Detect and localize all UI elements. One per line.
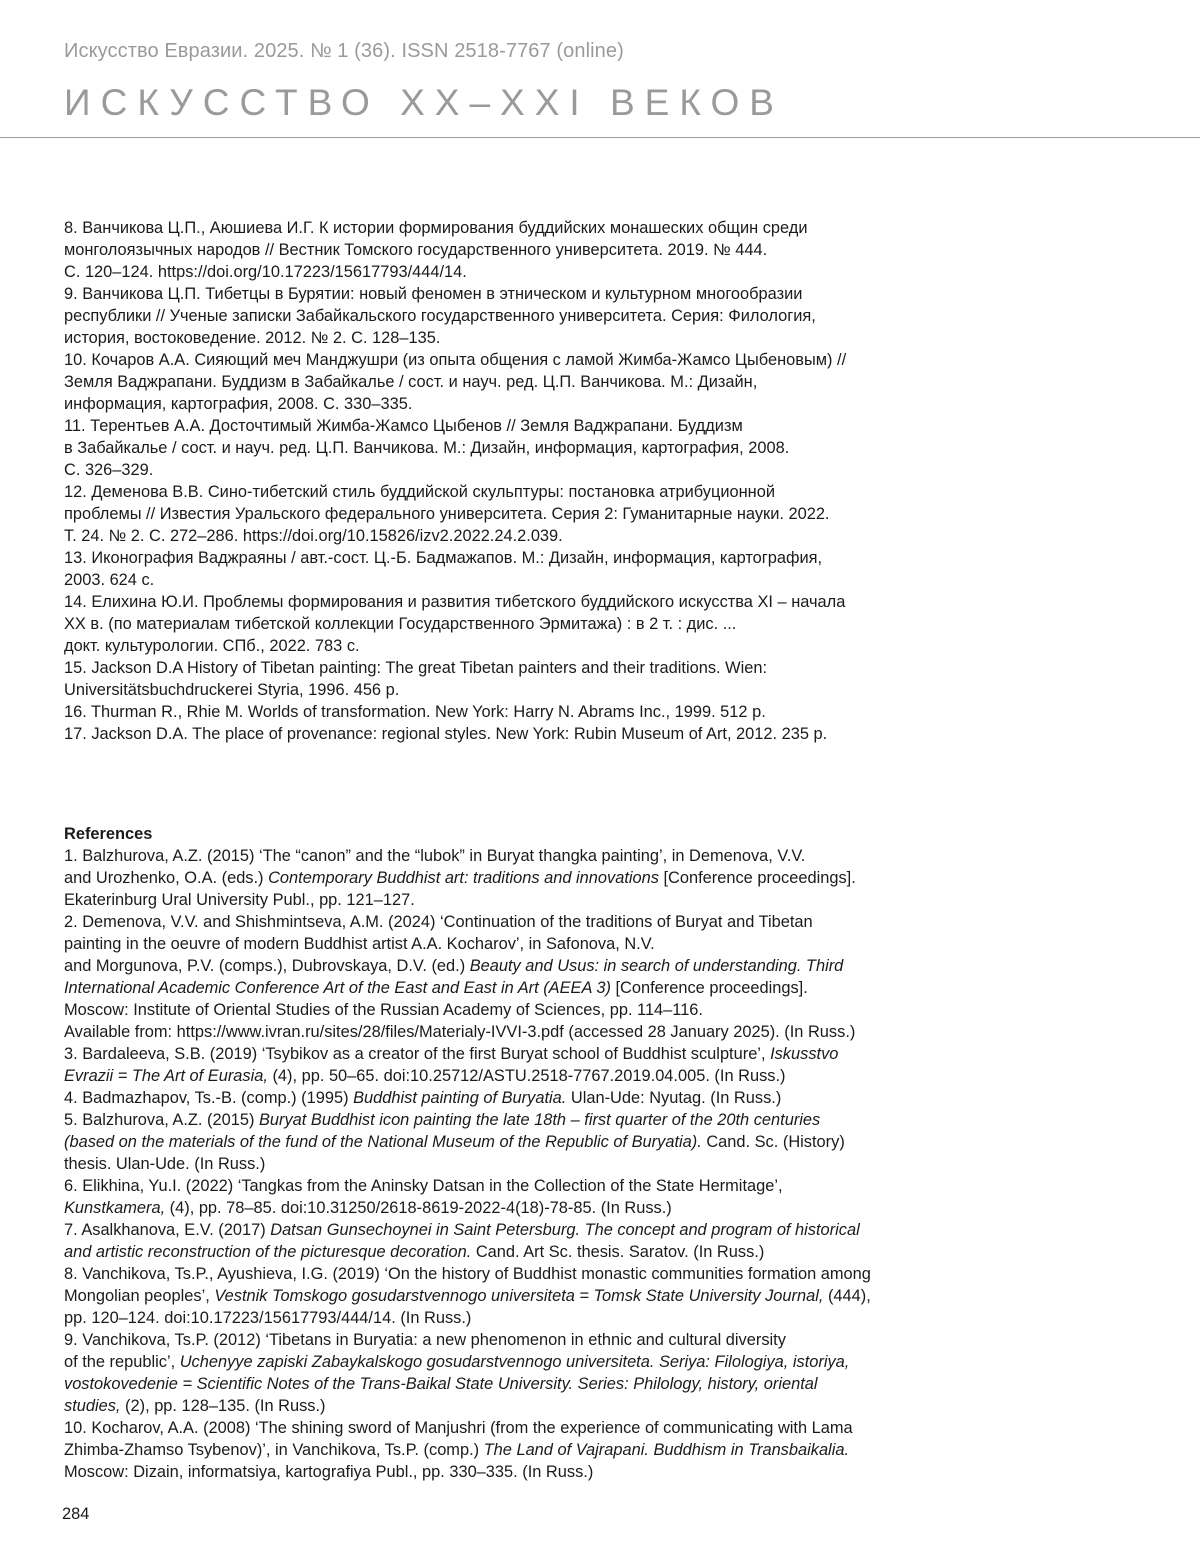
source-entry — [64, 657, 964, 701]
reference-text: (4), pp. 50–65. doi:10.25712/ASTU.2518-7767.2019.04.005. (In Russ.) — [267, 1067, 786, 1085]
reference-entry — [64, 1329, 964, 1417]
reference-title-italic: The Land of Vajrapani. Buddhism in Transbaikalia. — [483, 1441, 850, 1459]
reference-text: 4. Badmazhapov, Ts.-B. (comp.) (1995) — [64, 1089, 354, 1107]
reference-title-italic: Evrazii = The Art of Eurasia, — [64, 1067, 268, 1085]
reference-text: Mongolian peoples’, — [64, 1287, 215, 1305]
reference-entry — [64, 1219, 964, 1263]
source-line: С. 326–329. — [64, 461, 154, 479]
reference-text: 8. Vanchikova, Ts.P., Ayushieva, I.G. (2019) ‘On the history of Buddhist monastic communities formation among — [64, 1265, 871, 1283]
source-list — [64, 217, 964, 745]
reference-title-italic: Contemporary Buddhist art: traditions and innovations — [268, 869, 659, 887]
source-line: 8. Ванчикова Ц.П., Аюшиева И.Г. К истории формирования буддийских монашеских общин среди — [64, 219, 808, 237]
reference-text: Available from: https://www.ivran.ru/sites/28/files/Materialy-IVVI-3.pdf (accessed 28 January 2025). (In Russ.) — [64, 1023, 856, 1041]
reference-text: pp. 120–124. doi:10.17223/15617793/444/14. (In Russ.) — [64, 1309, 472, 1327]
reference-entry — [64, 1263, 964, 1329]
source-line: информация, картография, 2008. С. 330–335. — [64, 395, 413, 413]
source-line: XX в. (по материалам тибетской коллекции Государственного Эрмитажа) : в 2 т. : дис. ... — [64, 615, 737, 633]
page-number: 284 — [62, 1505, 90, 1523]
reference-text: Ekaterinburg Ural University Publ., pp. 121–127. — [64, 891, 415, 909]
reference-text: painting in the oeuvre of modern Buddhist artist A.A. Kocharov’, in Safonova, N.V. — [64, 935, 655, 953]
reference-text: thesis. Ulan-Ude. (In Russ.) — [64, 1155, 266, 1173]
source-line: 10. Кочаров А.А. Сияющий меч Манджушри (из опыта общения с ламой Жимба-Жамсо Цыбеновым) // — [64, 351, 847, 369]
reference-text: and Urozhenko, O.A. (eds.) — [64, 869, 269, 887]
source-line: 13. Иконография Ваджраяны / авт.-сост. Ц.-Б. Бадмажапов. М.: Дизайн, информация, картография, — [64, 549, 823, 567]
source-line: монголоязычных народов // Вестник Томского государственного университета. 2019. № 444. — [64, 241, 768, 259]
source-line: республики // Ученые записки Забайкальского государственного университета. Серия: Филология, — [64, 307, 816, 325]
source-entry — [64, 217, 964, 283]
reference-text: Zhimba-Zhamso Tsybenov)’, in Vanchikova, Ts.P. (comp.) — [64, 1441, 484, 1459]
source-line: 17. Jackson D.A. The place of provenance: regional styles. New York: Rubin Museum of Art, 2012. 235 p. — [64, 725, 828, 743]
reference-text: 9. Vanchikova, Ts.P. (2012) ‘Tibetans in Buryatia: a new phenomenon in ethnic and cultural diversity — [64, 1331, 786, 1349]
source-line: история, востоковедение. 2012. № 2. С. 128–135. — [64, 329, 441, 347]
reference-text: 2. Demenova, V.V. and Shishmintseva, A.M. (2024) ‘Continuation of the traditions of Buryat and Tibetan — [64, 913, 813, 931]
reference-text: (4), pp. 78–85. doi:10.31250/2618-8619-2022-4(18)-78-85. (In Russ.) — [165, 1199, 672, 1217]
source-line: 11. Терентьев А.А. Досточтимый Жимба-Жамсо Цыбенов // Земля Ваджрапани. Буддизм — [64, 417, 743, 435]
reference-text: (2), pp. 128–135. (In Russ.) — [120, 1397, 326, 1415]
source-entry — [64, 349, 964, 415]
reference-text: Cand. Sc. (History) — [701, 1133, 845, 1151]
source-line: Земля Ваджрапани. Буддизм в Забайкалье / сост. и науч. ред. Ц.П. Ванчикова. М.: Дизайн, — [64, 373, 758, 391]
reference-entry — [64, 911, 964, 1043]
reference-title-italic: International Academic Conference Art of the East and East in Art (AEEA 3) — [64, 979, 611, 997]
reference-entry — [64, 1087, 964, 1109]
reference-entry — [64, 1109, 964, 1175]
reference-text: Cand. Art Sc. thesis. Saratov. (In Russ.) — [471, 1243, 765, 1261]
reference-text: and Morgunova, P.V. (comps.), Dubrovskaya, D.V. (ed.) — [64, 957, 470, 975]
reference-title-italic: vostokovedenie = Scientific Notes of the Trans-Baikal State University. Series: Philology, history, oriental — [64, 1375, 818, 1393]
source-line: 9. Ванчикова Ц.П. Тибетцы в Бурятии: новый феномен в этническом и культурном многообразии — [64, 285, 803, 303]
source-entry — [64, 701, 964, 723]
reference-text: Ulan-Ude: Nyutag. (In Russ.) — [566, 1089, 782, 1107]
source-line: проблемы // Известия Уральского федерального университета. Серия 2: Гуманитарные науки. 2022. — [64, 505, 830, 523]
references-heading: References — [64, 825, 153, 843]
source-entry — [64, 591, 964, 657]
reference-title-italic: studies, — [64, 1397, 121, 1415]
source-entry — [64, 283, 964, 349]
reference-text: [Conference proceedings]. — [658, 869, 856, 887]
source-entry — [64, 481, 964, 547]
source-line: С. 120–124. https://doi.org/10.17223/15617793/444/14. — [64, 263, 467, 281]
reference-text: [Conference proceedings]. — [610, 979, 808, 997]
source-entry — [64, 415, 964, 481]
reference-text: 6. Elikhina, Yu.I. (2022) ‘Tangkas from the Aninsky Datsan in the Collection of the State Hermitage’, — [64, 1177, 783, 1195]
section-title: ИСКУССТВО XX–XXI ВЕКОВ — [64, 82, 784, 123]
source-entry — [64, 723, 964, 745]
reference-title-italic: Buddhist painting of Buryatia. — [353, 1089, 567, 1107]
reference-title-italic: Datsan Gunsechoynei in Saint Petersburg. The concept and program of historical — [270, 1221, 860, 1239]
source-line: 15. Jackson D.A History of Tibetan painting: The great Tibetan painters and their traditions. Wien: — [64, 659, 768, 677]
reference-text: (444), — [823, 1287, 871, 1305]
reference-text: of the republic’, — [64, 1353, 180, 1371]
references-list — [64, 845, 964, 1483]
reference-title-italic: (based on the materials of the fund of the National Museum of the Republic of Buryatia). — [64, 1133, 702, 1151]
reference-text: 5. Balzhurova, A.Z. (2015) — [64, 1111, 259, 1129]
reference-entry — [64, 1175, 964, 1219]
reference-text: 1. Balzhurova, A.Z. (2015) ‘The “canon” and the “lubok” in Buryat thangka painting’, in Demenova, V.V. — [64, 847, 806, 865]
source-line: в Забайкалье / сост. и науч. ред. Ц.П. Ванчикова. М.: Дизайн, информация, картография, 2008. — [64, 439, 790, 457]
source-line: 2003. 624 с. — [64, 571, 155, 589]
reference-title-italic: Kunstkamera, — [64, 1199, 166, 1217]
source-line: 16. Thurman R., Rhie M. Worlds of transformation. New York: Harry N. Abrams Inc., 1999. 512 p. — [64, 703, 766, 721]
source-line: Т. 24. № 2. С. 272–286. https://doi.org/10.15826/izv2.2022.24.2.039. — [64, 527, 563, 545]
reference-title-italic: Iskusstvo — [770, 1045, 839, 1063]
source-line: 12. Деменова В.В. Сино-тибетский стиль буддийской скульптуры: постановка атрибуционной — [64, 483, 776, 501]
reference-entry — [64, 845, 964, 911]
source-line: 14. Елихина Ю.И. Проблемы формирования и развития тибетского буддийского искусства XI – начала — [64, 593, 846, 611]
source-entry — [64, 547, 964, 591]
reference-title-italic: Vestnik Tomskogo gosudarstvennogo universiteta = Tomsk State University Journal, — [214, 1287, 824, 1305]
reference-text: 10. Kocharov, A.A. (2008) ‘The shining sword of Manjushri (from the experience of communicating with Lama — [64, 1419, 853, 1437]
reference-text: 3. Bardaleeva, S.B. (2019) ‘Tsybikov as a creator of the first Buryat school of Buddhist sculpture’, — [64, 1045, 771, 1063]
reference-title-italic: Buryat Buddhist icon painting the late 18th – first quarter of the 20th centuries — [258, 1111, 821, 1129]
reference-text: 7. Asalkhanova, E.V. (2017) — [64, 1221, 271, 1239]
source-line: Universitätsbuchdruckerei Styria, 1996. 456 p. — [64, 681, 400, 699]
reference-title-italic: and artistic reconstruction of the picturesque decoration. — [64, 1243, 472, 1261]
reference-text: Moscow: Institute of Oriental Studies of the Russian Academy of Sciences, pp. 114–116. — [64, 1001, 703, 1019]
reference-title-italic: Beauty and Usus: in search of understanding. Third — [469, 957, 844, 975]
reference-title-italic: Uchenyye zapiski Zabaykalskogo gosudarstvennogo universiteta. Seriya: Filologiya, istoriya, — [179, 1353, 850, 1371]
journal-title: Искусство Евразии. 2025. № 1 (36). ISSN 2518-7767 (online) — [64, 40, 624, 62]
source-line: докт. культурологии. СПб., 2022. 783 с. — [64, 637, 360, 655]
header-divider — [0, 137, 1200, 138]
reference-entry — [64, 1417, 964, 1483]
reference-text: Moscow: Dizain, informatsiya, kartografiya Publ., pp. 330–335. (In Russ.) — [64, 1463, 594, 1481]
reference-entry — [64, 1043, 964, 1087]
